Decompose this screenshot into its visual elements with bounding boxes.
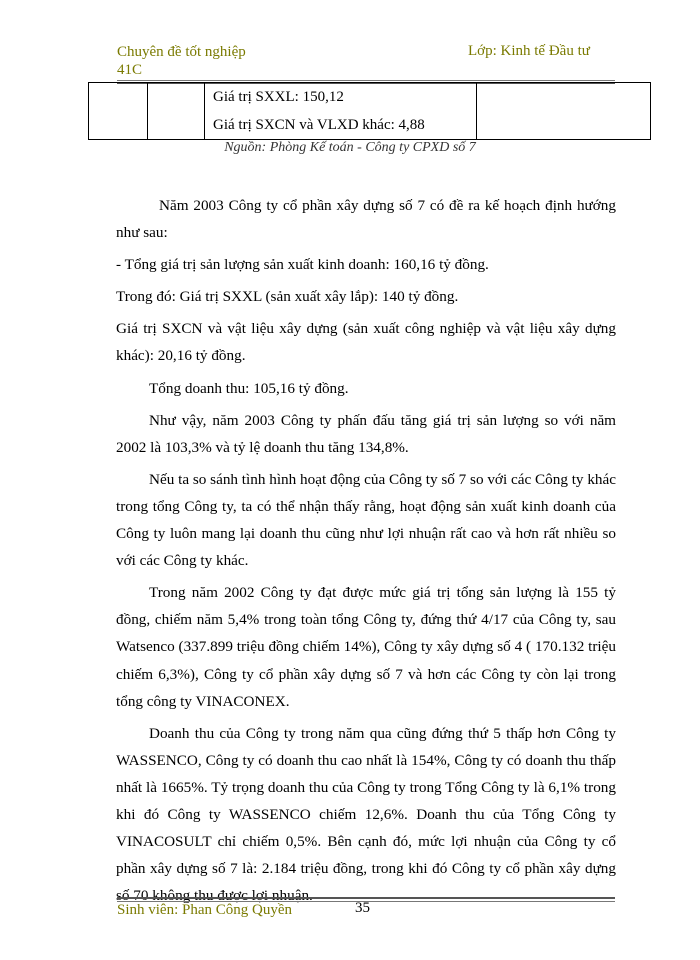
body-text: [116, 192, 616, 909]
paragraph-revenue-ranking: Doanh thu của Công ty trong năm qua cũng đứng thứ 5 thấp hơn Công ty WASSENCO, Công ty có doanh thu cao nhất là 154%, Công ty có doanh thu thấp nhất là 1665%. Tỷ trọng doanh thu của Công ty trong Tổng Công ty là 6,1% trong khi đó Công ty WASSENCO chiếm 12,6%. Doanh thu của Tổng Công ty VINACOSULT chỉ chiếm 0,5%. Bên cạnh đó, mức lợi nhuận của Công ty cổ phần xây dựng số 7 là: 2.184 triệu đồng, trong khi đó Công ty cổ phần xây dựng số 70 không thu được lợi nhuận.: [116, 724, 616, 905]
footer-student-name: Sinh viên: Phan Công Quyền: [117, 902, 292, 918]
header-class-label: Lớp: Kinh tế Đầu tư: [468, 43, 590, 59]
paragraph-total-revenue: Tổng doanh thu: 105,16 tỷ đồng.: [149, 379, 349, 397]
table-line-sxxl: Giá trị SXXL: 150,12: [213, 89, 344, 105]
table-line-sxcn: Giá trị SXCN và VLXD khác: 4,88: [213, 117, 425, 133]
paragraph-total-output: - Tổng giá trị sản lượng sản xuất kinh doanh: 160,16 tỷ đồng.: [116, 256, 489, 274]
header-divider: [117, 80, 615, 81]
footer-divider-thick: [117, 897, 615, 899]
paragraph-2002-output: Trong năm 2002 Công ty đạt được mức giá trị tổng sản lượng là 155 tỷ đồng, chiếm năm 5,4% trong toàn tổng Công ty, đứng thứ 4/17 của Công ty, sau Watsenco (337.899 triệu đồng chiếm 14%), Công ty xây dựng số 4 ( 170.132 triệu chiếm 6,3%), Công ty cổ phần xây dựng số 7 và hơn các Công ty còn lại trong tổng công ty VINACONEX.: [116, 584, 616, 710]
header-course-line1: Chuyên đề tốt nghiệp: [117, 44, 246, 60]
paragraph-plan-intro: Năm 2003 Công ty cổ phần xây dựng số 7 có đề ra kế hoạch định hướng như sau:: [116, 197, 616, 242]
table-cell-empty: [89, 83, 148, 140]
paragraph-construction-value: Trong đó: Giá trị SXXL (sản xuất xây lắp): 140 tỷ đồng.: [116, 288, 459, 306]
table-cell-empty: [148, 83, 205, 140]
paragraph-industrial-value: Giá trị SXCN và vật liệu xây dựng (sản xuất công nghiệp và vật liệu xây dựng khác): 20,16 tỷ đồng.: [116, 320, 616, 365]
source-note: Nguồn: Phòng Kế toán - Công ty CPXD số 7: [224, 140, 476, 155]
table-cell-empty: [477, 83, 651, 140]
page-number: 35: [355, 900, 370, 916]
header-course-title: [117, 43, 317, 79]
header-course-line2: 41C: [117, 62, 143, 78]
table-cell-values: [205, 83, 477, 140]
paragraph-growth: Như vậy, năm 2003 Công ty phấn đấu tăng giá trị sản lượng so với năm 2002 là 103,3% và tỷ lệ doanh thu tăng 134,8%.: [116, 411, 616, 456]
paragraph-comparison: Nếu ta so sánh tình hình hoạt động của Công ty số 7 so với các Công ty khác trong tổng Công ty, ta có thể nhận thấy rằng, hoạt động sản xuất kinh doanh của Công ty luôn mang lại doanh thu cũng như lợi nhuận rất cao và hơn rất nhiều so với các Công ty khác.: [116, 470, 616, 570]
table-fragment: [88, 82, 651, 140]
table-row: [89, 83, 651, 140]
